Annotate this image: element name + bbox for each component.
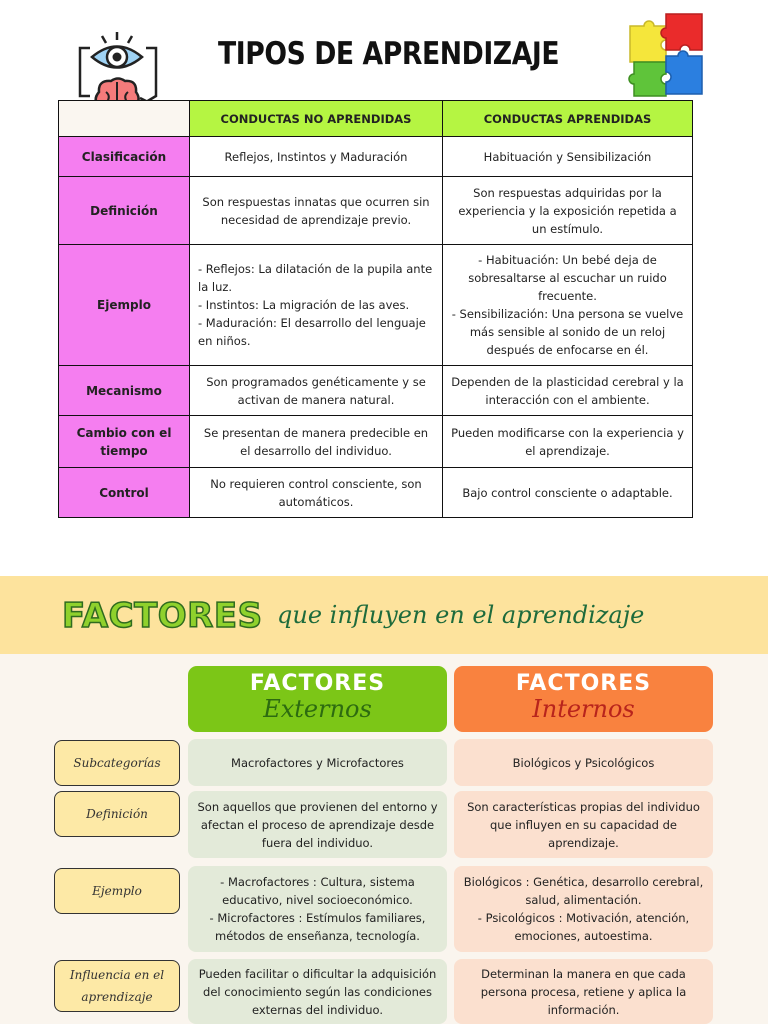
table-cell: Se presentan de manera predecible en el desarrollo del individuo. [190, 416, 443, 468]
external-cell: Macrofactores y Microfactores [188, 739, 447, 786]
table-cell: Reflejos, Instintos y Maduración [190, 137, 443, 177]
example-line: - Microfactores : Estímulos familiares, métodos de enseñanza, tecnología. [209, 911, 426, 943]
table-row [59, 468, 693, 518]
table-cell: Son respuestas innatas que ocurren sin necesidad de aprendizaje previo. [190, 177, 443, 245]
table-row [59, 137, 693, 177]
row-label: Cambio con el tiempo [59, 416, 190, 468]
example-line: - Instintos: La migración de las aves. [198, 298, 410, 312]
internal-cell: Son características propias del individuo que influyen en su capacidad de aprendizaje. [454, 791, 713, 858]
external-header-subtitle: Externos [263, 695, 372, 723]
internal-header-subtitle: Internos [532, 695, 635, 723]
row-label-subcategorias: Subcategorías [54, 740, 180, 786]
column-header-aprendidas: CONDUCTAS APRENDIDAS [443, 101, 693, 137]
row-label: Clasificación [59, 137, 190, 177]
table-cell: Habituación y Sensibilización [443, 137, 693, 177]
example-line: - Reflejos: La dilatación de la pupila ante la luz. [198, 262, 433, 294]
row-label-ejemplo: Ejemplo [54, 868, 180, 914]
puzzle-pieces-icon [624, 10, 708, 106]
external-factors-header [188, 666, 447, 732]
example-line: - Macrofactores : Cultura, sistema educativo, nivel socioeconómico. [220, 875, 415, 907]
row-label-influencia: Influencia en el aprendizaje [54, 960, 180, 1012]
column-header-no-aprendidas: CONDUCTAS NO APRENDIDAS [190, 101, 443, 137]
table-cell: Son respuestas adquiridas por la experiencia y la exposición repetida a un estímulo. [443, 177, 693, 245]
table-cell: Dependen de la plasticidad cerebral y la interacción con el ambiente. [443, 366, 693, 416]
table-cell: Bajo control consciente o adaptable. [443, 468, 693, 518]
example-line: - Maduración: El desarrollo del lenguaje en niños. [198, 316, 426, 348]
row-label-definicion: Definición [54, 791, 180, 837]
table-cell [443, 245, 693, 366]
internal-cell [454, 866, 713, 952]
external-cell: Pueden facilitar o dificultar la adquisición del conocimiento según las condiciones externas del individuo. [188, 959, 447, 1024]
row-label: Definición [59, 177, 190, 245]
table-row [59, 245, 693, 366]
external-header-title: FACTORES [249, 671, 386, 696]
factores-subtitle: que influyen en el aprendizaje [277, 601, 645, 629]
table-corner-cell [59, 101, 190, 137]
factores-section [0, 654, 768, 1024]
internal-cell: Determinan la manera en que cada persona procesa, retiene y aplica la información. [454, 959, 713, 1024]
table-cell: Son programados genéticamente y se activan de manera natural. [190, 366, 443, 416]
page-title: TIPOS DE APRENDIZAJE [218, 36, 560, 72]
table-cell [190, 245, 443, 366]
factores-banner [0, 576, 768, 654]
example-line: Biológicos : Genética, desarrollo cerebral, salud, alimentación. [463, 875, 704, 907]
row-label: Control [59, 468, 190, 518]
table-cell: Pueden modificarse con la experiencia y el aprendizaje. [443, 416, 693, 468]
example-line: - Sensibilización: Una persona se vuelve más sensible al sonido de un reloj después de enfocarse en él. [451, 307, 684, 357]
example-line: - Habituación: Un bebé deja de sobresaltarse al escuchar un ruido frecuente. [468, 253, 667, 303]
external-cell [188, 866, 447, 952]
table-row [59, 366, 693, 416]
learning-types-table [58, 100, 693, 518]
table-row [59, 177, 693, 245]
factores-title: FACTORES [62, 596, 263, 636]
internal-factors-header [454, 666, 713, 732]
row-label: Ejemplo [59, 245, 190, 366]
external-cell: Son aquellos que provienen del entorno y afectan el proceso de aprendizaje desde fuera del individuo. [188, 791, 447, 858]
table-row [59, 416, 693, 468]
row-label: Mecanismo [59, 366, 190, 416]
table-header-row [59, 101, 693, 137]
table-cell: No requieren control consciente, son automáticos. [190, 468, 443, 518]
example-line: - Psicológicos : Motivación, atención, emociones, autoestima. [477, 911, 690, 943]
internal-cell: Biológicos y Psicológicos [454, 739, 713, 786]
internal-header-title: FACTORES [515, 671, 652, 696]
